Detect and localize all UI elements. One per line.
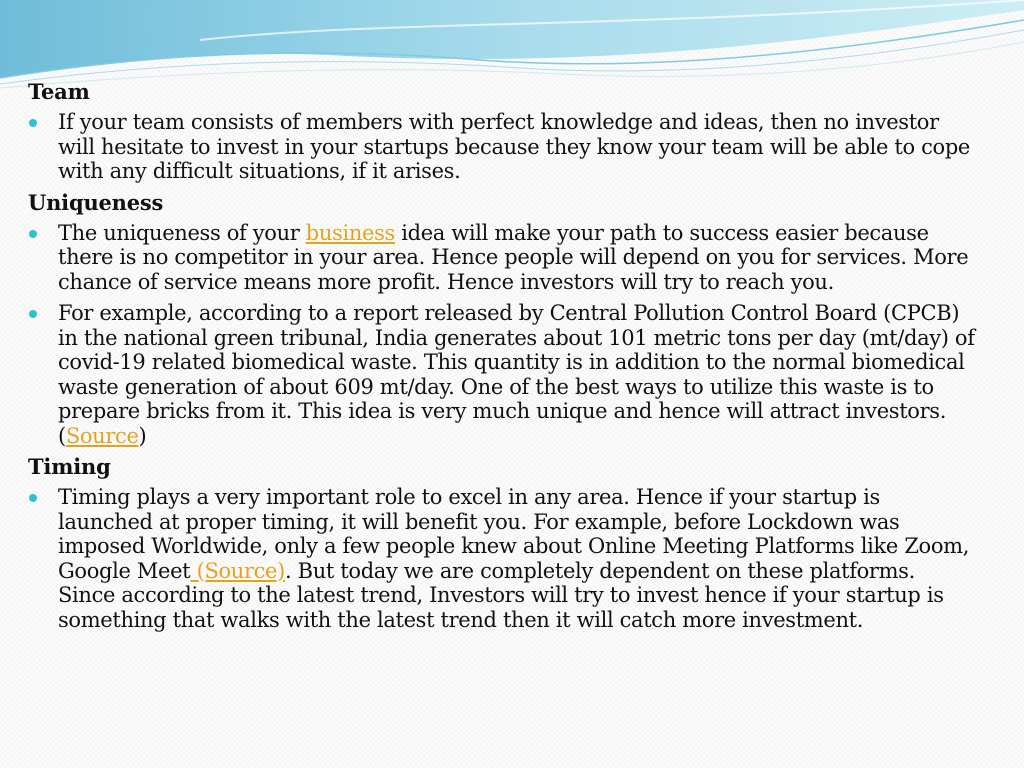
heading-team: Team	[28, 79, 90, 104]
source-link[interactable]: Source	[65, 423, 139, 448]
heading-timing: Timing	[28, 454, 111, 479]
uniqueness-bullet-1-text-after: idea will make your path to success easier because there is no competitor in your area. Hence people will depend on you for services. More chance of service means more profit. Hence investors will try to reach you.	[58, 220, 969, 294]
team-bullet	[28, 110, 978, 184]
uniqueness-bullet-1	[28, 221, 978, 295]
timing-source-link[interactable]: (Source)	[190, 558, 285, 583]
timing-bullet	[28, 485, 978, 632]
uniqueness-bullet-2	[28, 301, 978, 448]
team-bullet-text: If your team consists of members with perfect knowledge and ideas, then no investor will hesitate to invest in your startups because they know your team will be able to cope with any difficult situations, if it arises.	[58, 110, 970, 183]
timing-bullet-text-before: Timing plays a very important role to excel in any area. Hence if your startup is launched at proper timing, it will benefit you. For example, before Lockdown was imposed Worldwide, only a few people knew about Online Meeting Platforms like Zoom, Google Meet	[58, 485, 970, 583]
heading-uniqueness: Uniqueness	[28, 189, 164, 215]
uniqueness-bullet-2-text-after: )	[138, 423, 147, 448]
business-link[interactable]: business	[305, 220, 395, 245]
timing-bullet-text-after: . But today we are completely dependent on these platforms. Since according to the latest trend, Investors will try to invest hence if your startup is something that walks with the latest trend then it will catch more investment.	[58, 558, 944, 632]
uniqueness-bullet-2-text-before: For example, according to a report released by Central Pollution Control Board (CPCB) in the national green tribunal, India generates about 101 metric tons per day (mt/day) of covid-19 related biomedical waste. This quantity is in addition to the normal biomedical waste generation of about 609 mt/day. One of the best ways to utilize this waste is to prepare bricks from it. This idea is very much unique and hence will attract investors. (	[58, 301, 975, 448]
slide-content	[28, 80, 978, 639]
header-wave-decoration	[0, 0, 1024, 90]
uniqueness-bullet-1-text-before: The uniqueness of your	[58, 220, 306, 245]
